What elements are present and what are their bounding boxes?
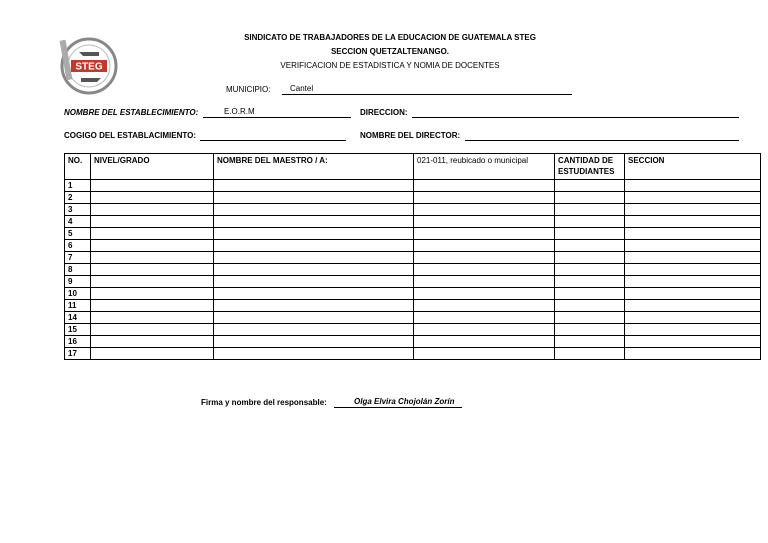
row-nivel-cell[interactable] (91, 276, 214, 288)
row-maestro-cell[interactable] (214, 288, 414, 300)
header-section: SECCION QUETZALTENANGO. (330, 47, 450, 56)
table-row (65, 336, 761, 348)
col-header-nivel: NIVEL/GRADO (91, 154, 214, 180)
firma-value: Olga Elvira Chojolán Zorín (354, 397, 455, 406)
municipio-value: Cantel (290, 84, 314, 93)
direccion-label: DIRECCION: (360, 108, 408, 117)
row-number-cell: 11 (65, 300, 91, 312)
row-nivel-cell[interactable] (91, 312, 214, 324)
row-nivel-cell[interactable] (91, 336, 214, 348)
row-number-cell: 5 (65, 228, 91, 240)
row-maestro-cell[interactable] (214, 276, 414, 288)
row-renglon-cell[interactable] (414, 312, 555, 324)
row-number-cell: 7 (65, 252, 91, 264)
table-row (65, 252, 761, 264)
row-number-cell: 10 (65, 288, 91, 300)
table-row (65, 216, 761, 228)
row-renglon-cell[interactable] (414, 324, 555, 336)
row-nivel-cell[interactable] (91, 324, 214, 336)
row-renglon-cell[interactable] (414, 288, 555, 300)
row-estudiantes-cell[interactable] (555, 276, 625, 288)
row-nivel-cell[interactable] (91, 192, 214, 204)
row-maestro-cell[interactable] (214, 204, 414, 216)
row-estudiantes-cell[interactable] (555, 216, 625, 228)
row-maestro-cell[interactable] (214, 324, 414, 336)
row-nivel-cell[interactable] (91, 252, 214, 264)
row-maestro-cell[interactable] (214, 192, 414, 204)
row-seccion-cell[interactable] (625, 204, 761, 216)
row-number-cell: 2 (65, 192, 91, 204)
row-nivel-cell[interactable] (91, 288, 214, 300)
row-seccion-cell[interactable] (625, 228, 761, 240)
row-renglon-cell[interactable] (414, 228, 555, 240)
table-row (65, 240, 761, 252)
row-maestro-cell[interactable] (214, 240, 414, 252)
steg-logo (57, 34, 121, 98)
row-maestro-cell[interactable] (214, 264, 414, 276)
row-renglon-cell[interactable] (414, 264, 555, 276)
row-seccion-cell[interactable] (625, 192, 761, 204)
row-maestro-cell[interactable] (214, 252, 414, 264)
table-row (65, 180, 761, 192)
row-estudiantes-cell[interactable] (555, 264, 625, 276)
director-label: NOMBRE DEL DIRECTOR: (360, 131, 461, 140)
svg-text:STEG: STEG (75, 61, 103, 73)
row-estudiantes-cell[interactable] (555, 240, 625, 252)
row-estudiantes-cell[interactable] (555, 324, 625, 336)
docentes-table (64, 153, 761, 360)
row-renglon-cell[interactable] (414, 348, 555, 360)
municipio-label: MUNICIPIO: (226, 85, 271, 94)
row-number-cell: 1 (65, 180, 91, 192)
row-maestro-cell[interactable] (214, 312, 414, 324)
row-renglon-cell[interactable] (414, 276, 555, 288)
row-estudiantes-cell[interactable] (555, 228, 625, 240)
row-seccion-cell[interactable] (625, 240, 761, 252)
header-subtitle: VERIFICACION DE ESTADISTICA Y NOMIA DE DOCENTES (280, 61, 500, 70)
row-estudiantes-cell[interactable] (555, 252, 625, 264)
row-estudiantes-cell[interactable] (555, 336, 625, 348)
col-header-seccion: SECCION (625, 154, 761, 180)
col-header-maestro: NOMBRE DEL MAESTRO / A: (214, 154, 414, 180)
codigo-label: COGIGO DEL ESTABLACIMIENTO: (64, 131, 197, 140)
firma-label: Firma y nombre del responsable: (201, 398, 327, 407)
row-nivel-cell[interactable] (91, 300, 214, 312)
row-maestro-cell[interactable] (214, 180, 414, 192)
row-seccion-cell[interactable] (625, 216, 761, 228)
table-row (65, 348, 761, 360)
establecimiento-value: E.O.R.M (224, 107, 255, 116)
row-seccion-cell[interactable] (625, 288, 761, 300)
row-maestro-cell[interactable] (214, 336, 414, 348)
row-renglon-cell[interactable] (414, 204, 555, 216)
row-renglon-cell[interactable] (414, 180, 555, 192)
row-nivel-cell[interactable] (91, 180, 214, 192)
row-seccion-cell[interactable] (625, 336, 761, 348)
table-row (65, 312, 761, 324)
row-seccion-cell[interactable] (625, 300, 761, 312)
row-number-cell: 4 (65, 216, 91, 228)
row-nivel-cell[interactable] (91, 348, 214, 360)
row-estudiantes-cell[interactable] (555, 180, 625, 192)
row-nivel-cell[interactable] (91, 264, 214, 276)
col-header-estudiantes: CANTIDAD DE ESTUDIANTES (555, 154, 625, 180)
row-maestro-cell[interactable] (214, 300, 414, 312)
row-estudiantes-cell[interactable] (555, 204, 625, 216)
row-seccion-cell[interactable] (625, 324, 761, 336)
director-line (465, 130, 739, 141)
table-row (65, 264, 761, 276)
table-row (65, 204, 761, 216)
row-seccion-cell[interactable] (625, 348, 761, 360)
row-number-cell: 8 (65, 264, 91, 276)
row-estudiantes-cell[interactable] (555, 300, 625, 312)
table-row (65, 324, 761, 336)
row-number-cell: 15 (65, 324, 91, 336)
table-row (65, 276, 761, 288)
row-nivel-cell[interactable] (91, 216, 214, 228)
row-renglon-cell[interactable] (414, 216, 555, 228)
row-number-cell: 14 (65, 312, 91, 324)
row-renglon-cell[interactable] (414, 192, 555, 204)
row-estudiantes-cell[interactable] (555, 288, 625, 300)
row-maestro-cell[interactable] (214, 216, 414, 228)
municipio-line (282, 84, 572, 95)
table-row (65, 228, 761, 240)
establecimiento-label: NOMBRE DEL ESTABLECIMIENTO: (64, 108, 199, 117)
row-maestro-cell[interactable] (214, 228, 414, 240)
table-row (65, 192, 761, 204)
row-estudiantes-cell[interactable] (555, 348, 625, 360)
direccion-line (412, 107, 739, 118)
codigo-line (200, 130, 346, 141)
row-number-cell: 17 (65, 348, 91, 360)
row-number-cell: 3 (65, 204, 91, 216)
col-header-renglon: 021-011, reubicado o municipal (414, 154, 555, 180)
row-nivel-cell[interactable] (91, 228, 214, 240)
row-nivel-cell[interactable] (91, 240, 214, 252)
row-seccion-cell[interactable] (625, 312, 761, 324)
table-header-row (65, 154, 761, 180)
row-number-cell: 6 (65, 240, 91, 252)
col-header-no: NO. (65, 154, 91, 180)
row-estudiantes-cell[interactable] (555, 312, 625, 324)
table-row (65, 300, 761, 312)
row-number-cell: 9 (65, 276, 91, 288)
row-maestro-cell[interactable] (214, 348, 414, 360)
row-number-cell: 16 (65, 336, 91, 348)
row-seccion-cell[interactable] (625, 180, 761, 192)
row-seccion-cell[interactable] (625, 276, 761, 288)
row-seccion-cell[interactable] (625, 252, 761, 264)
row-renglon-cell[interactable] (414, 252, 555, 264)
row-renglon-cell[interactable] (414, 336, 555, 348)
row-renglon-cell[interactable] (414, 240, 555, 252)
header-title: SINDICATO DE TRABAJADORES DE LA EDUCACION DE GUATEMALA STEG (244, 33, 536, 42)
row-estudiantes-cell[interactable] (555, 192, 625, 204)
row-seccion-cell[interactable] (625, 264, 761, 276)
row-renglon-cell[interactable] (414, 300, 555, 312)
row-nivel-cell[interactable] (91, 204, 214, 216)
table-row (65, 288, 761, 300)
